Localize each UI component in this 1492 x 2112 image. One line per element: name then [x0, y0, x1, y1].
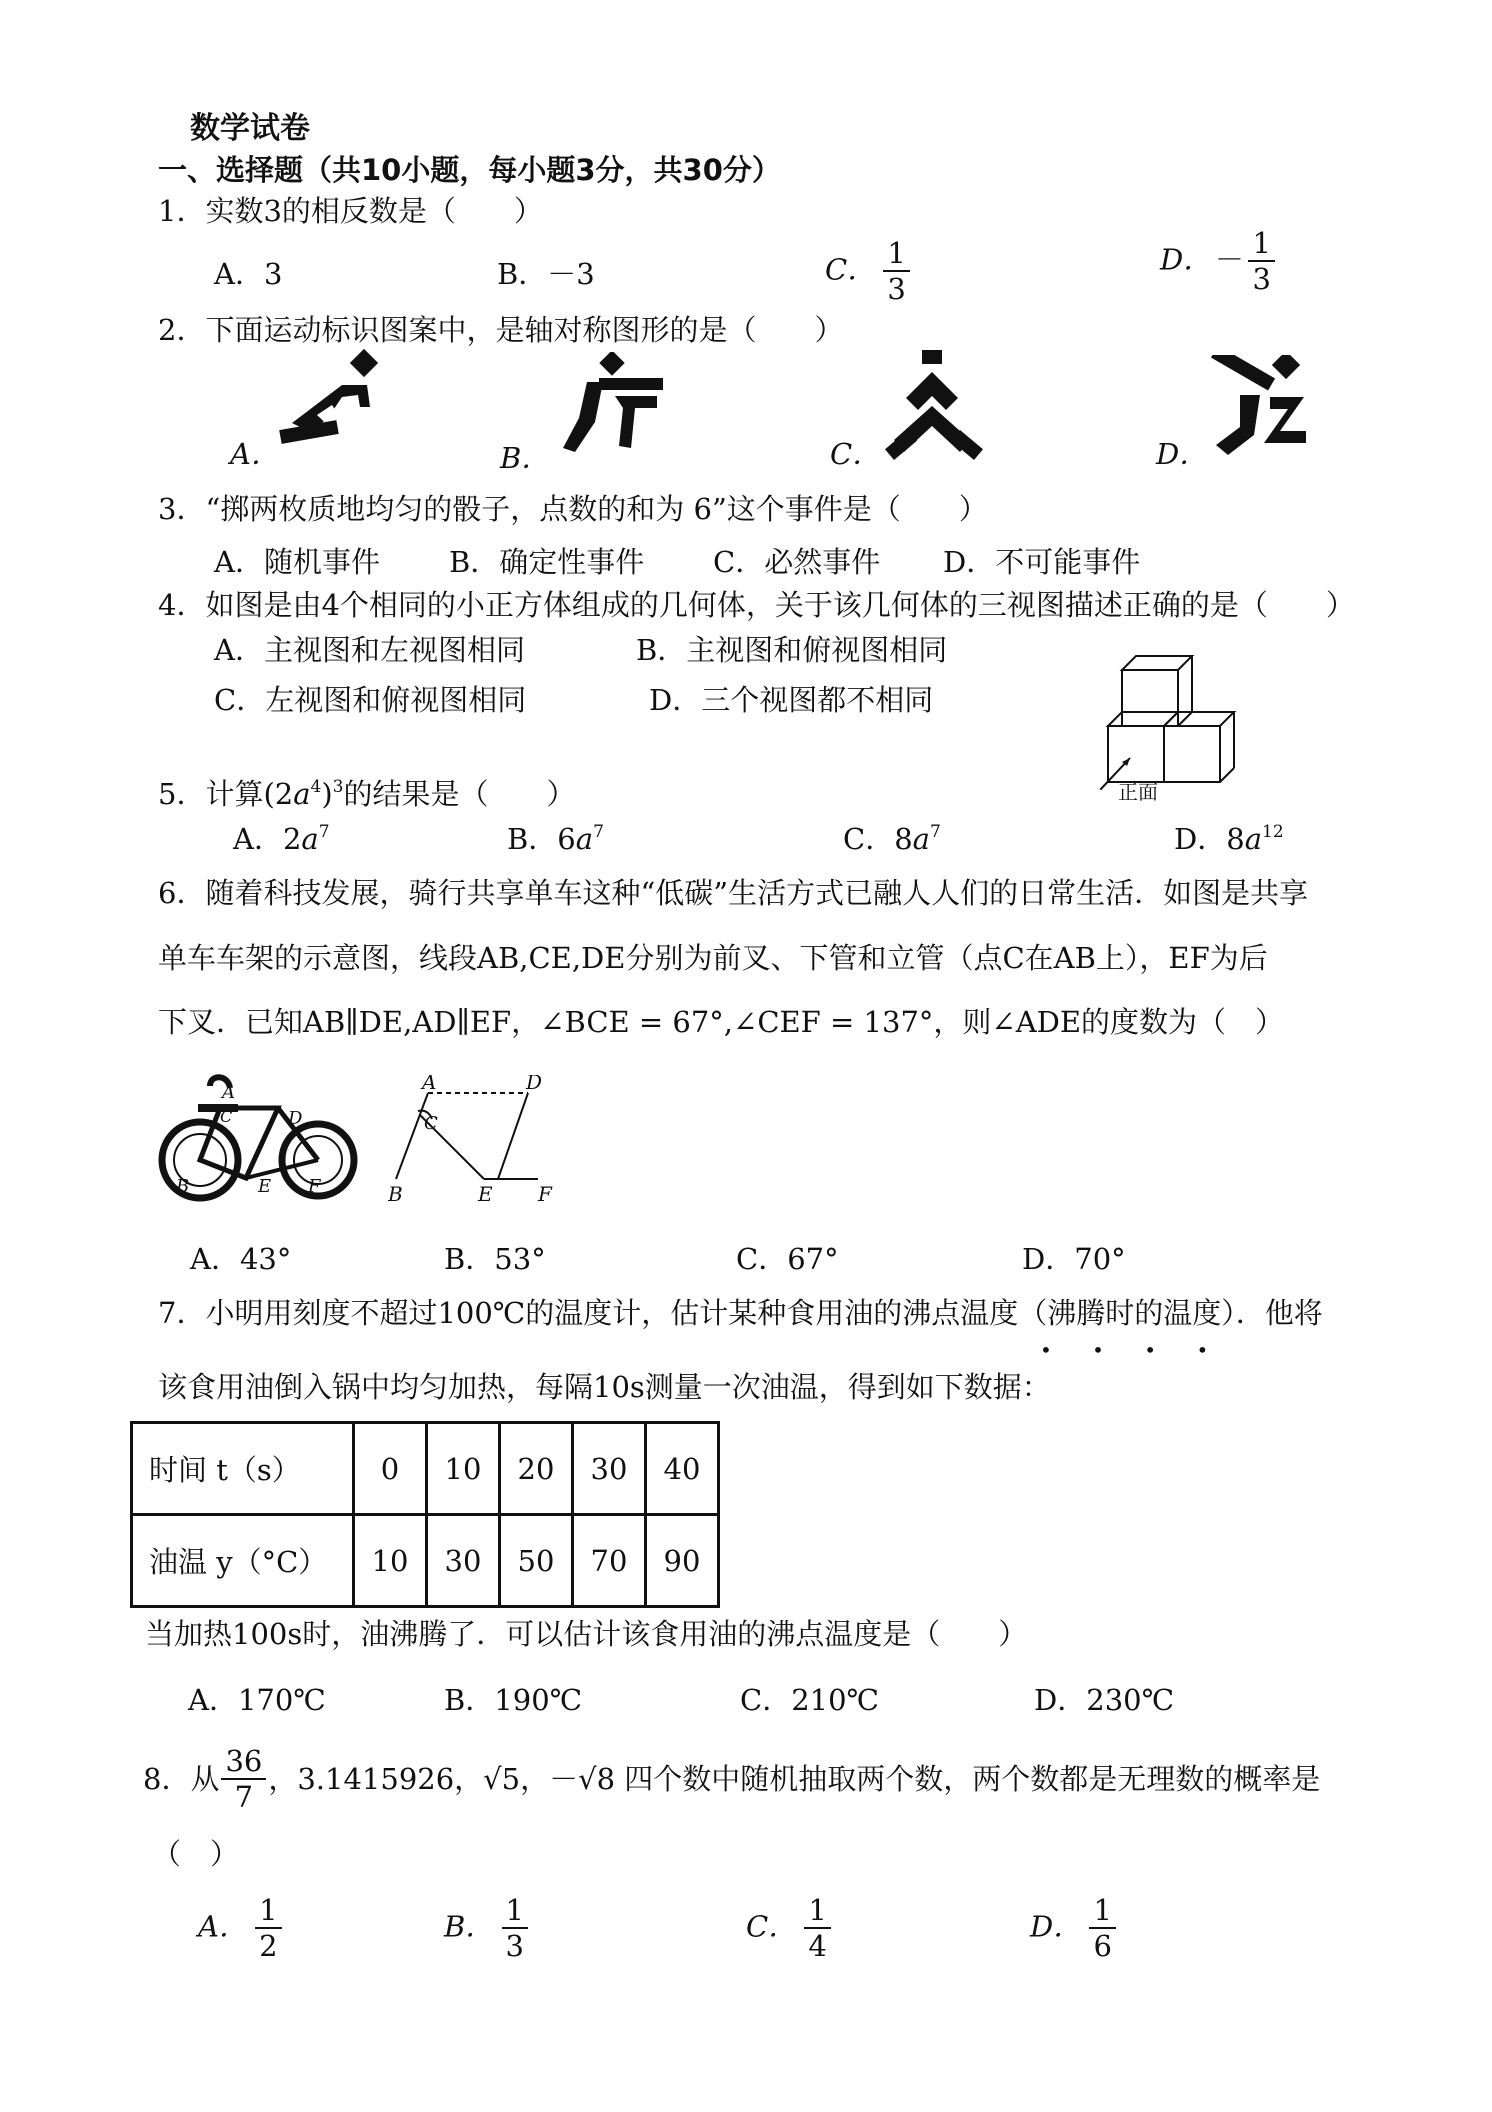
q7-option-a[interactable]: A．170℃ [188, 1683, 326, 1717]
q5-stem: 5．计算$(2a^4)^3$的结果是（ ） [158, 777, 576, 811]
table-header-temp: 油温 y（°C） [132, 1515, 354, 1607]
q5-option-a[interactable]: A．$2a^7$ [233, 822, 330, 856]
q8-option-d[interactable]: D． $\frac{1}{6}$ [1030, 1895, 1114, 1962]
table-cell: 50 [500, 1515, 573, 1607]
q8-option-c[interactable]: C． $\frac{1}{4}$ [746, 1895, 829, 1962]
q8-stem-fraction: $\frac{36}{7}$ [223, 1746, 264, 1813]
q3-option-a[interactable]: A．随机事件 [214, 545, 380, 579]
frame-label-e: E [478, 1182, 493, 1205]
q8-stem: 8．从 $\frac{36}{7}$ ，3.1415926，√5，－√8 四个数中随机抽取两个数，两个数都是无理数的概率是 [143, 1744, 1321, 1815]
running-pictogram-icon [555, 352, 675, 462]
q1-option-b[interactable]: B．－3 [497, 257, 595, 291]
frame-label-d: D [526, 1075, 543, 1094]
frame-diagram [388, 1075, 578, 1205]
q7-data-table [130, 1421, 720, 1608]
q2-stem: 2．下面运动标识图案中，是轴对称图形的是（ ） [158, 313, 844, 347]
table-cell: 70 [573, 1515, 646, 1607]
table-cell: 40 [646, 1423, 719, 1515]
q4-stem: 4．如图是由4个相同的小正方体组成的几何体，关于该几何体的三视图描述正确的是（ ） [158, 588, 1355, 622]
q3-stem: 3．“掷两枚质地均匀的骰子，点数的和为 6”这个事件是（ ） [158, 492, 988, 526]
q2-option-b[interactable]: B． [500, 441, 551, 475]
q7-line-2: 该食用油倒入锅中均匀加热，每隔10s测量一次油温，得到如下数据： [158, 1370, 1051, 1404]
section-heading: 一、选择题（共10小题，每小题3分，共30分） [158, 153, 781, 187]
table-cell: 10 [427, 1423, 500, 1515]
q8-option-a[interactable]: A． $\frac{1}{2}$ [198, 1895, 280, 1962]
q4-option-a[interactable]: A．主视图和左视图相同 [214, 633, 525, 667]
table-cell: 20 [500, 1423, 573, 1515]
q2-option-c[interactable]: C． [830, 437, 882, 471]
table-cell: 90 [646, 1515, 719, 1607]
bike-label-e: E [258, 1176, 272, 1197]
q6-option-a[interactable]: A．43° [190, 1242, 292, 1276]
q1-d-fraction: $\frac{1}{3}$ [1250, 228, 1272, 295]
q6-option-c[interactable]: C．67° [736, 1242, 839, 1276]
q4-option-c[interactable]: C．左视图和俯视图相同 [214, 683, 527, 717]
bike-label-f: F [308, 1176, 321, 1197]
q6-line-2: 单车车架的示意图，线段AB,CE,DE分别为前叉、下管和立管（点C在AB上），EF为后 [158, 941, 1268, 975]
q7-option-d[interactable]: D．230℃ [1034, 1683, 1175, 1717]
bike-label-c: C [220, 1107, 233, 1126]
q1-option-c[interactable] [825, 238, 908, 305]
q7-line-1: 7．小明用刻度不超过100℃的温度计，估计某种食用油的沸点温度（沸腾时的温度）．他将 [158, 1296, 1323, 1330]
q1-option-d[interactable] [1160, 228, 1273, 295]
q1-stem: 1．实数3的相反数是（ ） [158, 194, 543, 228]
q2-option-d[interactable]: D． [1156, 437, 1209, 471]
page-title: 数学试卷 [190, 111, 310, 146]
q4-option-b[interactable]: B．主视图和俯视图相同 [636, 633, 948, 667]
q8-c-fraction: $\frac{1}{4}$ [806, 1895, 828, 1962]
q5-option-d[interactable]: D．$8a^{12}$ [1174, 822, 1284, 856]
table-cell: 30 [573, 1423, 646, 1515]
q1-c-fraction: $\frac{1}{3}$ [885, 238, 907, 305]
frame-label-f: F [538, 1182, 552, 1205]
table-row [132, 1423, 719, 1515]
q1-d-label: D．－ [1160, 242, 1242, 277]
q6-line-1: 6．随着科技发展，骑行共享单车这种“低碳”生活方式已融人人们的日常生活．如图是共享 [158, 876, 1309, 910]
q1-option-a[interactable]: A．3 [214, 257, 283, 291]
q7-option-c[interactable]: C．210℃ [740, 1683, 879, 1717]
q8-option-b[interactable]: B． $\frac{1}{3}$ [444, 1895, 526, 1962]
q4-option-d[interactable]: D．三个视图都不相同 [649, 683, 934, 717]
bike-label-b: B [176, 1176, 190, 1197]
q8-paren: （ ） [152, 1837, 240, 1871]
q3-option-c[interactable]: C．必然事件 [713, 545, 881, 579]
q8-a-fraction: $\frac{1}{2}$ [257, 1895, 279, 1962]
table-cell: 30 [427, 1515, 500, 1607]
q7-line-3: 当加热100s时，油沸腾了．可以估计该食用油的沸点温度是（ ） [145, 1617, 1028, 1651]
q6-option-b[interactable]: B．53° [444, 1242, 546, 1276]
skiing-pictogram-icon [878, 348, 988, 460]
q7-emphasis-dots: • • • • [1040, 1338, 1226, 1362]
frame-label-b: B [388, 1182, 403, 1205]
q5-option-c[interactable]: C．$8a^7$ [843, 822, 941, 856]
q1-c-label: C． [825, 252, 877, 287]
q4-figure-label: 正面 [1118, 780, 1158, 804]
q5-option-b[interactable]: B．$6a^7$ [507, 822, 604, 856]
q6-option-d[interactable]: D．70° [1022, 1242, 1126, 1276]
bike-label-d: D [288, 1108, 303, 1129]
frame-label-a: A [422, 1075, 437, 1094]
table-row [132, 1515, 719, 1607]
sliding-pictogram-icon [1200, 355, 1320, 463]
q6-line-3: 下叉．已知AB∥DE,AD∥EF，∠BCE = 67°,∠CEF = 137°，则∠ADE的度数为（ ） [158, 1005, 1285, 1039]
q3-option-d[interactable]: D．不可能事件 [943, 545, 1141, 579]
q8-b-fraction: $\frac{1}{3}$ [504, 1895, 526, 1962]
cube-solid-figure [1100, 640, 1260, 790]
table-cell: 0 [354, 1423, 427, 1515]
bicycle-illustration-icon [158, 1068, 358, 1204]
table-cell: 10 [354, 1515, 427, 1607]
q3-option-b[interactable]: B．确定性事件 [449, 545, 645, 579]
q2-option-a[interactable]: A． [230, 437, 280, 471]
table-header-time: 时间 t（s） [132, 1423, 354, 1515]
skating-pictogram-icon [272, 345, 402, 457]
bike-label-a: A [222, 1082, 235, 1103]
q7-option-b[interactable]: B．190℃ [444, 1683, 583, 1717]
q8-d-fraction: $\frac{1}{6}$ [1091, 1895, 1113, 1962]
frame-label-c: C [424, 1113, 438, 1134]
